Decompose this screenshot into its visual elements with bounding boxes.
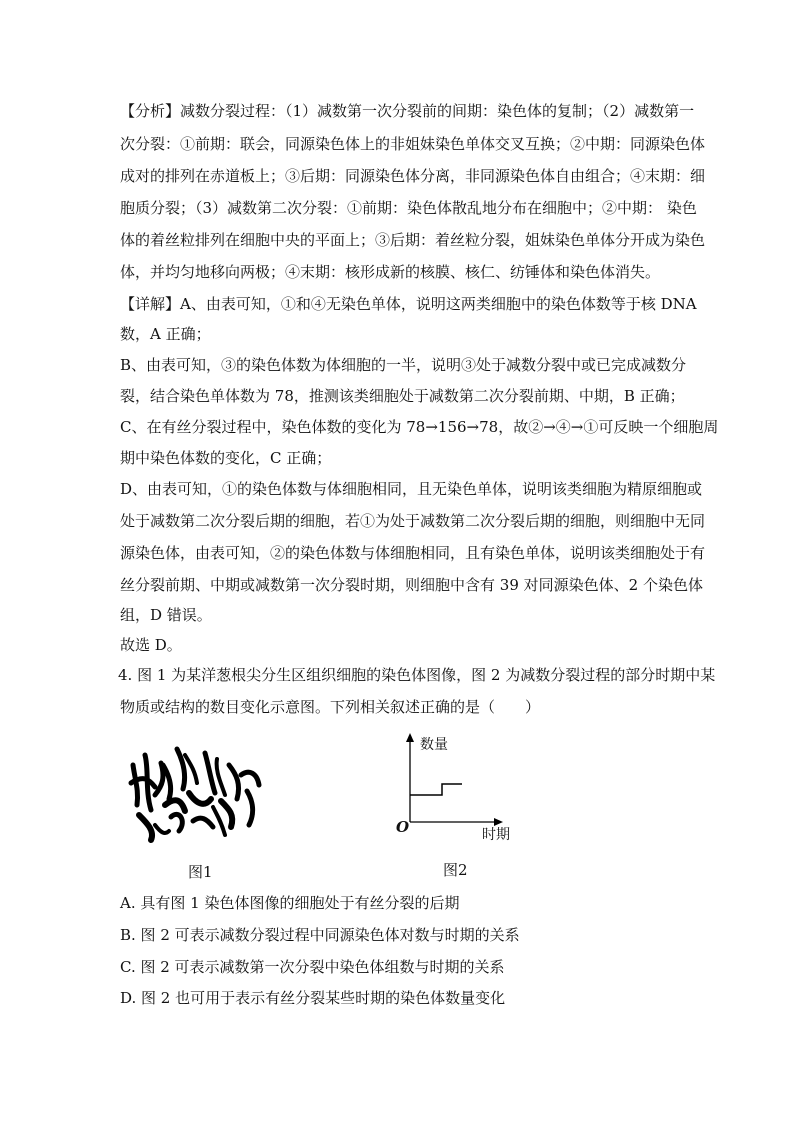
detail-line: 处于减数第二次分裂后期的细胞，若①为处于减数第二次分裂后期的细胞，则细胞中无同	[120, 512, 706, 530]
analysis-line: 【分析】减数分裂过程：（1）减数第一次分裂前的间期：染色体的复制；（2）减数第一	[120, 102, 695, 120]
step-line	[410, 784, 462, 795]
detail-line: D、由表可知，①的染色体数与体细胞相同，且无染色单体，说明该类细胞为精原细胞或	[120, 480, 703, 498]
option-a[interactable]: A. 具有图 1 染色体图像的细胞处于有丝分裂的后期	[120, 894, 460, 912]
question-line: 物质或结构的数目变化示意图。下列相关叙述正确的是（ ）	[120, 698, 541, 716]
question-line: 4. 图 1 为某洋葱根尖分生区组织细胞的染色体图像，图 2 为减数分裂过程的部分时期中某	[118, 666, 716, 684]
detail-line: 组，D 错误。	[120, 606, 212, 624]
y-axis-arrow	[406, 733, 414, 742]
detail-line: 丝分裂前期、中期或减数第一次分裂时期，则细胞中含有 39 对同源染色体、2 个染色体	[120, 576, 703, 594]
option-c[interactable]: C. 图 2 可表示减数第一次分裂中染色体组数与时期的关系	[120, 958, 505, 976]
analysis-line: 体，并均匀地移向两极；④末期：核形成新的核膜、核仁、纺锤体和染色体消失。	[120, 263, 661, 281]
analysis-line: 体的着丝粒排列在细胞中央的平面上；③后期：着丝粒分裂，姐妹染色单体分开成为染色	[120, 231, 706, 249]
figure2-caption: 图2	[443, 861, 468, 879]
y-axis-label: 数量	[420, 737, 448, 753]
x-axis-label: 时期	[482, 827, 510, 843]
analysis-line: 次分裂：①前期：联会，同源染色体上的非姐妹染色单体交叉互换；②中期：同源染色体	[120, 135, 706, 153]
detail-line: C、在有丝分裂过程中，染色体数的变化为 78→156→78，故②→④→①可反映一个细胞周	[120, 418, 719, 436]
detail-line: 源染色体，由表可知，②的染色体数与体细胞相同，且有染色单体，说明该类细胞处于有	[120, 544, 706, 562]
detail-line: B、由表可知，③的染色体数为体细胞的一半，说明③处于减数分裂中或已完成减数分	[120, 356, 687, 374]
chromosome-image	[125, 735, 265, 845]
detail-line: 数，A 正确；	[120, 325, 211, 343]
detail-line: 故选 D。	[120, 636, 182, 654]
figure1-caption: 图1	[188, 863, 213, 881]
origin-label: O	[396, 818, 410, 836]
analysis-line: 成对的排列在赤道板上；③后期：同源染色体分离，非同源染色体自由组合；④末期：细	[120, 167, 706, 185]
detail-line: 期中染色体数的变化，C 正确；	[120, 449, 332, 467]
detail-line: 裂，结合染色单体数为 78，推测该类细胞处于减数第二次分裂前期、中期，B 正确；	[120, 387, 685, 405]
analysis-line: 胞质分裂；（3）减数第二次分裂：①前期：染色体散乱地分布在细胞中；②中期： 染色	[120, 199, 697, 217]
figure2-graph	[390, 730, 520, 845]
option-b[interactable]: B. 图 2 可表示减数分裂过程中同源染色体对数与时期的关系	[120, 926, 520, 944]
option-d[interactable]: D. 图 2 也可用于表示有丝分裂某些时期的染色体数量变化	[120, 989, 506, 1007]
detail-line: 【详解】A、由表可知，①和④无染色单体，说明这两类细胞中的染色体数等于核 DNA	[120, 295, 697, 313]
